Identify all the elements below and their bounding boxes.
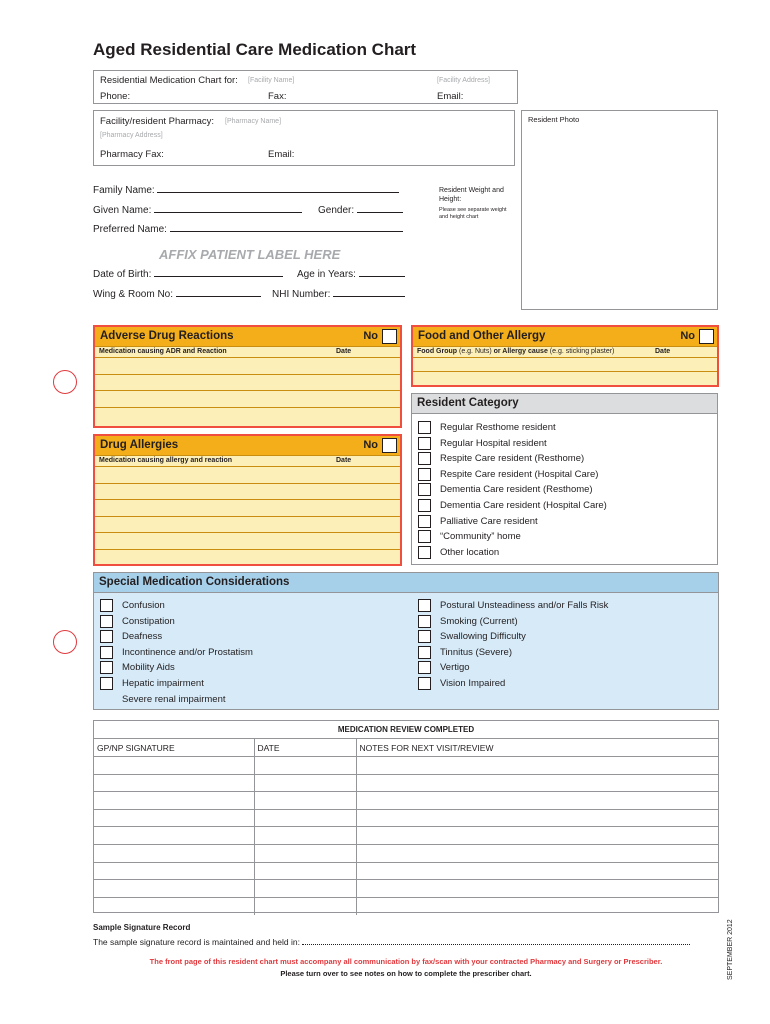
resident-category-title: Resident Category [417, 397, 519, 409]
drug-allergy-row[interactable] [95, 517, 400, 534]
adr-row[interactable] [95, 375, 400, 392]
consideration-option-label: Tinnitus (Severe) [440, 646, 512, 658]
review-row [94, 897, 718, 915]
consideration-checkbox[interactable] [100, 615, 113, 628]
review-row [94, 862, 718, 880]
consideration-option-label: Severe renal impairment [122, 693, 226, 705]
review-col-signature: GP/NP SIGNATURE [94, 739, 254, 757]
review-notes-cell[interactable] [356, 880, 718, 898]
adr-row[interactable] [95, 358, 400, 375]
review-notes-cell[interactable] [356, 845, 718, 863]
food-allergy-header [413, 327, 717, 347]
hole-punch-mark-1 [53, 370, 77, 394]
drug-allergy-row[interactable] [95, 500, 400, 517]
review-signature-cell[interactable] [94, 827, 254, 845]
wing-room-input[interactable] [176, 296, 261, 297]
dob-label: Date of Birth: [93, 269, 152, 280]
consideration-checkbox[interactable] [418, 646, 431, 659]
preferred-name-label: Preferred Name: [93, 224, 167, 235]
consideration-checkbox[interactable] [100, 661, 113, 674]
review-date-cell[interactable] [254, 757, 356, 775]
category-option-label: Palliative Care resident [440, 515, 538, 527]
preferred-name-input[interactable] [170, 231, 403, 232]
review-row [94, 774, 718, 792]
drug-allergies-panel [93, 434, 402, 566]
adr-no-label: No [363, 330, 378, 342]
category-checkbox[interactable] [418, 452, 431, 465]
review-grid [94, 739, 718, 915]
pharmacy-label: Facility/resident Pharmacy: [100, 116, 215, 127]
category-checkbox[interactable] [418, 530, 431, 543]
food-allergy-title: Food and Other Allergy [418, 330, 546, 342]
review-date-cell[interactable] [254, 809, 356, 827]
adr-title: Adverse Drug Reactions [100, 330, 234, 342]
age-input[interactable] [359, 276, 405, 277]
family-name-input[interactable] [157, 192, 399, 193]
consideration-option-label: Vertigo [440, 662, 470, 674]
age-row [297, 269, 405, 280]
phone-label: Phone: [100, 91, 131, 102]
given-name-label: Given Name: [93, 205, 152, 216]
category-option-label: Other location [440, 546, 500, 558]
footer-warning: The front page of this resident chart must accompany all communication by fax/scan with your contracted Pharmacy and Surgery or Prescriber. [149, 957, 663, 966]
consideration-option-label: Constipation [122, 615, 175, 627]
consideration-option-label: Incontinence and/or Prostatism [122, 646, 253, 658]
adr-column-headers [95, 347, 400, 358]
drug-allergy-row[interactable] [95, 484, 400, 501]
review-signature-cell[interactable] [94, 774, 254, 792]
review-row [94, 845, 718, 863]
consideration-checkbox[interactable] [418, 677, 431, 690]
review-notes-cell[interactable] [356, 827, 718, 845]
facility-box [93, 70, 518, 104]
review-signature-cell[interactable] [94, 757, 254, 775]
review-date-cell[interactable] [254, 897, 356, 915]
food-allergy-no-checkbox[interactable] [699, 329, 714, 344]
pharmacy-box [93, 110, 515, 166]
review-row [94, 827, 718, 845]
consideration-checkbox[interactable] [418, 599, 431, 612]
review-row [94, 792, 718, 810]
review-signature-cell[interactable] [94, 880, 254, 898]
family-name-label: Family Name: [93, 185, 155, 196]
category-checkbox[interactable] [418, 468, 431, 481]
facility-name-field[interactable]: [Facility Name] [248, 77, 295, 84]
drug-allergy-row[interactable] [95, 550, 400, 567]
drug-allergies-title: Drug Allergies [100, 439, 179, 451]
consideration-checkbox[interactable] [418, 661, 431, 674]
facility-address-field[interactable]: [Facility Address] [437, 77, 490, 84]
adr-row[interactable] [95, 391, 400, 408]
adr-no-checkbox[interactable] [382, 329, 397, 344]
nhi-label: NHI Number: [272, 289, 331, 300]
weight-height-label: Resident Weight and Height: [439, 187, 504, 203]
food-allergy-row[interactable] [413, 372, 717, 386]
drug-allergy-row[interactable] [95, 533, 400, 550]
category-checkbox[interactable] [418, 515, 431, 528]
review-notes-cell[interactable] [356, 774, 718, 792]
medication-review-table [93, 720, 719, 913]
food-allergy-no-label: No [680, 330, 695, 342]
resident-photo-box[interactable] [521, 110, 718, 310]
category-option-label: Regular Resthome resident [440, 422, 556, 433]
wing-room-label: Wing & Room No: [93, 289, 174, 300]
fax-label: Fax: [268, 91, 287, 102]
review-signature-cell[interactable] [94, 862, 254, 880]
category-checkbox[interactable] [418, 437, 431, 450]
category-option-label: “Community” home [440, 531, 521, 543]
drug-allergy-row[interactable] [95, 467, 400, 484]
category-option-label: Dementia Care resident (Resthome) [440, 484, 593, 496]
adr-col-medication: Medication causing ADR and Reaction [99, 348, 227, 355]
food-allergy-col-food-group: Food Group (e.g. Nuts) or Allergy cause (e.g. sticking plaster) [417, 348, 615, 355]
adr-row[interactable] [95, 408, 400, 425]
drug-allergies-column-headers [95, 456, 400, 467]
review-date-cell[interactable] [254, 845, 356, 863]
page-title: Aged Residential Care Medication Chart [93, 40, 417, 59]
food-allergy-panel [411, 325, 719, 387]
review-notes-cell[interactable] [356, 809, 718, 827]
drug-allergies-no-checkbox[interactable] [382, 438, 397, 453]
category-checkbox[interactable] [418, 499, 431, 512]
category-checkbox[interactable] [418, 546, 431, 559]
special-medication-header [94, 573, 718, 593]
review-date-cell[interactable] [254, 792, 356, 810]
review-signature-cell[interactable] [94, 897, 254, 915]
consideration-option-label: Swallowing Difficulty [440, 631, 526, 643]
review-signature-cell[interactable] [94, 792, 254, 810]
pharmacy-name-field[interactable]: [Pharmacy Name] [225, 118, 282, 125]
consideration-option-label: Hepatic impairment [122, 678, 204, 689]
consideration-checkbox[interactable] [100, 599, 113, 612]
review-header-row [94, 739, 718, 757]
family-name-row [93, 185, 399, 196]
review-signature-cell[interactable] [94, 809, 254, 827]
drug-allergies-no-label: No [363, 439, 378, 451]
review-notes-cell[interactable] [356, 897, 718, 915]
review-notes-cell[interactable] [356, 862, 718, 880]
category-checkbox[interactable] [418, 483, 431, 496]
review-row [94, 880, 718, 898]
given-name-row [93, 205, 302, 216]
gender-row [318, 205, 403, 216]
adr-col-date: Date [336, 348, 352, 355]
drug-allergies-header [95, 436, 400, 456]
consideration-checkbox[interactable] [100, 677, 113, 690]
email-label: Email: [437, 91, 464, 102]
adr-header [95, 327, 400, 347]
adverse-drug-reactions-panel [93, 325, 402, 428]
category-option-label: Regular Hospital resident [440, 437, 547, 449]
consideration-checkbox[interactable] [418, 615, 431, 628]
consideration-option-label: Postural Unsteadiness and/or Falls Risk [440, 600, 609, 611]
category-option-label: Dementia Care resident (Hospital Care) [440, 500, 607, 511]
chart-for-label: Residential Medication Chart for: [100, 75, 238, 86]
hole-punch-mark-2 [53, 630, 77, 654]
category-option-label: Respite Care resident (Resthome) [440, 453, 585, 465]
resident-category-header [412, 394, 717, 414]
medication-review-title: MEDICATION REVIEW COMPLETED [94, 721, 718, 739]
review-row [94, 809, 718, 827]
gender-label: Gender: [318, 205, 355, 216]
drug-allergies-col-date: Date [336, 457, 352, 464]
signature-record-title: Sample Signature Record [93, 923, 191, 932]
review-date-cell[interactable] [254, 827, 356, 845]
given-name-input[interactable] [154, 212, 302, 213]
drug-allergies-col-medication: Medication causing allergy and reaction [99, 457, 233, 464]
gender-input[interactable] [357, 212, 403, 213]
preferred-name-row [93, 224, 403, 235]
affix-label-text: AFFIX PATIENT LABEL HERE [159, 247, 341, 262]
signature-record-input[interactable] [302, 944, 690, 945]
nhi-input[interactable] [333, 296, 405, 297]
review-row [94, 757, 718, 775]
dob-row [93, 269, 283, 280]
consideration-checkbox[interactable] [100, 630, 113, 643]
consideration-option-label: Deafness [122, 631, 163, 643]
category-option-label: Respite Care resident (Hospital Care) [440, 468, 599, 480]
review-col-date: DATE [254, 739, 356, 757]
pharmacy-address-field[interactable]: [Pharmacy Address] [100, 132, 163, 139]
special-medication-panel [93, 572, 719, 710]
consideration-option-label: Smoking (Current) [440, 615, 518, 627]
review-signature-cell[interactable] [94, 845, 254, 863]
consideration-option-label: Mobility Aids [122, 662, 175, 674]
consideration-checkbox[interactable] [100, 646, 113, 659]
signature-record-text: The sample signature record is maintained and held in: [93, 937, 300, 947]
weight-height-note: Please see separate weight and height chart [439, 207, 507, 220]
footer-date: SEPTEMBER 2012 [727, 919, 734, 980]
category-checkbox[interactable] [418, 421, 431, 434]
wing-room-row [93, 289, 261, 300]
resident-category-panel [411, 393, 718, 565]
pharmacy-fax-label: Pharmacy Fax: [100, 149, 164, 160]
special-medication-title: Special Medication Considerations [99, 576, 290, 588]
review-date-cell[interactable] [254, 880, 356, 898]
review-date-cell[interactable] [254, 862, 356, 880]
footer-turn-over: Please turn over to see notes on how to complete the prescriber chart. [280, 969, 532, 978]
consideration-checkbox[interactable] [418, 630, 431, 643]
signature-record-row [93, 937, 690, 947]
food-allergy-row[interactable] [413, 358, 717, 372]
pharmacy-email-label: Email: [268, 149, 295, 160]
age-label: Age in Years: [297, 269, 356, 280]
review-col-notes: NOTES FOR NEXT VISIT/REVIEW [356, 739, 718, 757]
food-allergy-column-headers [413, 347, 717, 358]
consideration-option-label: Vision Impaired [440, 678, 506, 689]
review-notes-cell[interactable] [356, 757, 718, 775]
dob-input[interactable] [154, 276, 283, 277]
resident-photo-label: Resident Photo [528, 115, 580, 124]
food-allergy-col-date: Date [655, 348, 671, 355]
review-notes-cell[interactable] [356, 792, 718, 810]
consideration-option-label: Confusion [122, 600, 165, 611]
nhi-row [272, 289, 405, 300]
review-date-cell[interactable] [254, 774, 356, 792]
